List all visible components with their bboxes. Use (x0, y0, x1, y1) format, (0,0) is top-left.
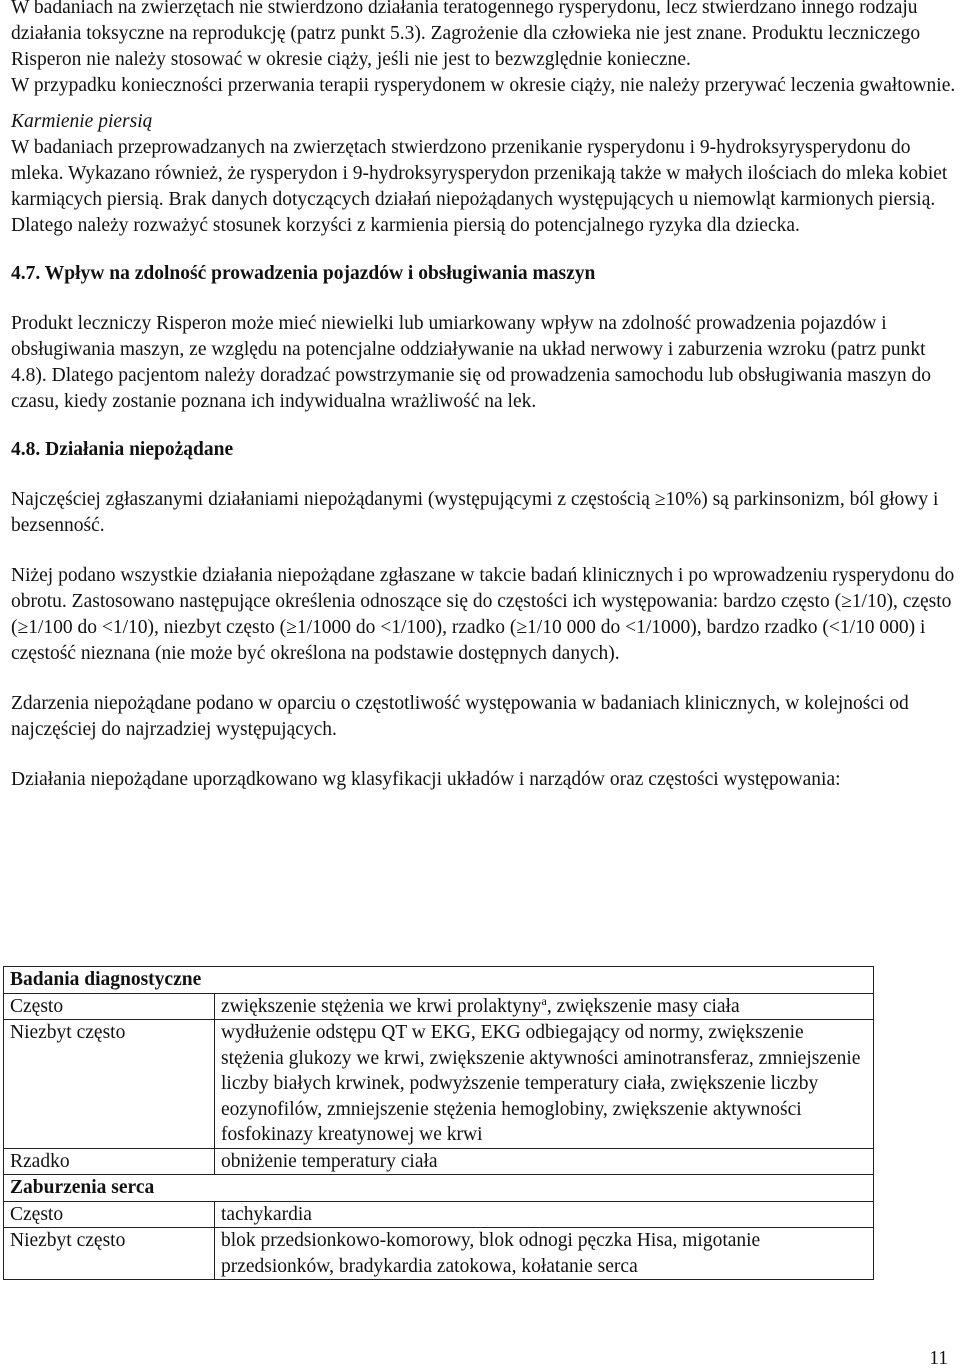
ae-classification-paragraph: Działania niepożądane uporządkowano wg klasyfikacji układów i narządów oraz częstości występowania: (11, 769, 841, 790)
frequency-cell: Niezbyt często (4, 1228, 215, 1280)
ae-frequency-paragraph: Niżej podano wszystkie działania niepożądane zgłaszane w takcie badań klinicznych i po wprowadzeniu rysperydonu do obrotu. Zastosowano następujące określenia odnoszące się do częstości ich występowania: bardzo często (≥1/10), często (≥1/100 do <1/10), niezbyt często (≥1/1000 do <1/100), rzadko (≥1/10 000 do <1/1000), bardzo rzadko (<1/10 000) i częstość nieznana (nie może być określona na podstawie dostępnych danych). (11, 565, 955, 664)
driving-paragraph: Produkt leczniczy Risperon może mieć niewielki lub umiarkowany wpływ na zdolność prowadzenia pojazdów i obsługiwania maszyn, ze względu na potencjalne oddziaływanie na układ nerwowy i zaburzenia wzroku (patrz punkt 4.8). Dlatego pacjentom należy doradzać powstrzymanie się od prowadzenia samochodu lub obsługiwania maszyn do czasu, kiedy zostanie poznana ich indywidualna wrażliwość na lek. (11, 313, 932, 412)
table-group-row (4, 967, 874, 994)
breastfeeding-paragraph: W badaniach przeprowadzanych na zwierzętach stwierdzono przenikanie rysperydonu i 9-hydroksyrysperydonu do mleka. Wykazano również, że rysperydon i 9-hydroksyrysperydon przenikają także w małych ilościach do mleka kobiet karmiących piersią. Brak danych dotyczących działań niepożądanych występujących u niemowląt karmionych piersią. Dlatego należy rozważyć stosunek korzyści z karmienia piersią do potencjalnego ryzyka dla dziecka. (11, 137, 948, 236)
most-common-ae-paragraph: Najczęściej zgłaszanymi działaniami niepożądanymi (występującymi z częstością ≥10%) są parkinsonizm, ból głowy i bezsenność. (11, 489, 939, 536)
frequency-cell: Niezbyt często (4, 1020, 215, 1149)
events-cell (215, 993, 874, 1020)
events-text-tail: , zwiększenie masy ciała (546, 995, 740, 1017)
pregnancy-paragraph: W badaniach na zwierzętach nie stwierdzono działania teratogennego rysperydonu, lecz stwierdzano innego rodzaju działania toksyczne na reprodukcję (patrz punkt 5.3). Zagrożenie dla człowieka nie jest znane. Produktu leczniczego Risperon nie należy stosować w okresie ciąży, jeśli nie jest to bezwzględnie konieczne. (11, 0, 921, 70)
adverse-events-table (3, 966, 874, 1280)
ae-order-paragraph: Zdarzenia niepożądane podano w oparciu o częstotliwość występowania w badaniach klinicznych, w kolejności od najczęściej do najrzadziej występujących. (11, 693, 909, 740)
page-number: 11 (929, 1348, 948, 1369)
document-page (11, 0, 956, 793)
breastfeeding-heading: Karmienie piersią (11, 111, 153, 132)
events-cell: tachykardia (215, 1201, 874, 1228)
frequency-cell: Często (4, 993, 215, 1020)
pregnancy-discontinuation-paragraph: W przypadku konieczności przerwania terapii rysperydonem w okresie ciąży, nie należy przerywać leczenia gwałtownie. (11, 75, 956, 96)
table-row (4, 1148, 874, 1175)
events-cell: wydłużenie odstępu QT w EKG, EKG odbiegający od normy, zwiększenie stężenia glukozy we krwi, zwiększenie aktywności aminotransferaz, zmniejszenie liczby białych krwinek, podwyższenie temperatury ciała, zwiększenie liczby eozynofilów, zmniejszenie stężenia hemoglobiny, zwiększenie aktywności fosfokinazy kreatynowej we krwi (215, 1020, 874, 1149)
footnote-marker: a (541, 993, 547, 1008)
events-cell: obniżenie temperatury ciała (215, 1148, 874, 1175)
frequency-cell: Rzadko (4, 1148, 215, 1175)
table-row (4, 1228, 874, 1280)
events-cell: blok przedsionkowo-komorowy, blok odnogi pęczka Hisa, migotanie przedsionków, bradykardia zatokowa, kołatanie serca (215, 1228, 874, 1280)
table-row (4, 1020, 874, 1149)
table-group-row (4, 1175, 874, 1202)
section-4-7-heading: 4.7. Wpływ na zdolność prowadzenia pojazdów i obsługiwania maszyn (11, 263, 596, 284)
events-text: zwiększenie stężenia we krwi prolaktyny (221, 995, 542, 1017)
section-4-8-heading: 4.8. Działania niepożądane (11, 439, 234, 460)
table-row (4, 993, 874, 1020)
frequency-cell: Często (4, 1201, 215, 1228)
table-row (4, 1201, 874, 1228)
group-heading-cardiac: Zaburzenia serca (4, 1175, 874, 1202)
group-heading-diagnostics: Badania diagnostyczne (4, 967, 874, 994)
